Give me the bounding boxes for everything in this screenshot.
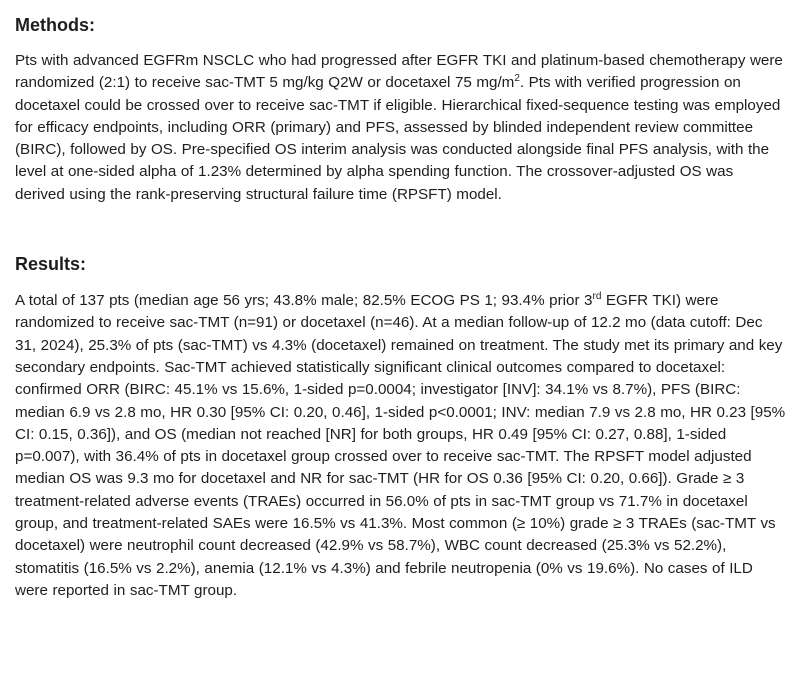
results-text-part-2: EGFR TKI) were randomized to receive sac-TMT (n=91) or docetaxel (n=46). At a median follow-up of 12.2 mo (data cutoff: Dec 31, 2024), 25.3% of pts (sac-TMT) vs 4.3% (docetaxel) remained on treatment. The study met its primary and key secondary endpoints. Sac-TMT achieved statistically significant clinical outcomes compared to docetaxel: confirmed ORR (BIRC: 45.1% vs 15.6%, 1-sided p=0.0004; investigator [INV]: 34.1% vs 8.7%), PFS (BIRC: median 6.9 vs 2.8 mo, HR 0.30 [95% CI: 0.20, 0.46], 1-sided p<0.0001; INV: median 7.9 vs 2.8 mo, HR 0.23 [95% CI: 0.15, 0.36]), and OS (median not reached [NR] for both groups, HR 0.49 [95% CI: 0.27, 0.88], 1-sided p=0.007), with 36.4% of pts in docetaxel group crossed over to receive sac-TMT. The RPSFT model adjusted median OS was 9.3 mo for docetaxel and NR for sac-TMT (HR for OS 0.36 [95% CI: 0.20, 0.66]). Grade ≥ 3 treatment-related adverse events (TRAEs) occurred in 56.0% of pts in sac-TMT group vs 71.7% in docetaxel group, and treatment-related SAEs were 16.5% vs 41.3%. Most common (≥ 10%) grade ≥ 3 TRAEs (sac-TMT vs docetaxel) were neutrophil count decreased (42.9% vs 58.7%), WBC count decreased (25.3% vs 52.2%), stomatitis (16.5% vs 2.2%), anemia (12.1% vs 4.3%) and febrile neutropenia (0% vs 19.6%). No cases of ILD were reported in sac-TMT group. [15, 292, 786, 599]
results-paragraph [15, 290, 786, 602]
methods-paragraph [15, 50, 786, 206]
methods-superscript: 2 [514, 73, 520, 85]
results-superscript: rd [592, 291, 602, 303]
methods-text-part-2: . Pts with verified progression on docetaxel could be crossed over to receive sac-TMT if eligible. Hierarchical fixed-sequence testing was employed for efficacy endpoints, including ORR (primary) and PFS, assessed by blinded independent review committee (BIRC), followed by OS. Pre-specified OS interim analysis was conducted alongside final PFS analysis, with the level at one-sided alpha of 1.23% determined by alpha spending function. The crossover-adjusted OS was derived using the rank-preserving structural failure time (RPSFT) model. [15, 74, 781, 203]
results-heading: Results: [15, 254, 87, 275]
methods-text-part-1: Pts with advanced EGFRm NSCLC who had progressed after EGFR TKI and platinum-based chemotherapy were randomized (2:1) to receive sac-TMT 5 mg/kg Q2W or docetaxel 75 mg/m [15, 52, 783, 92]
results-text-part-1: A total of 137 pts (median age 56 yrs; 43.8% male; 82.5% ECOG PS 1; 93.4% prior 3 [15, 292, 593, 310]
methods-heading: Methods: [15, 15, 95, 35]
